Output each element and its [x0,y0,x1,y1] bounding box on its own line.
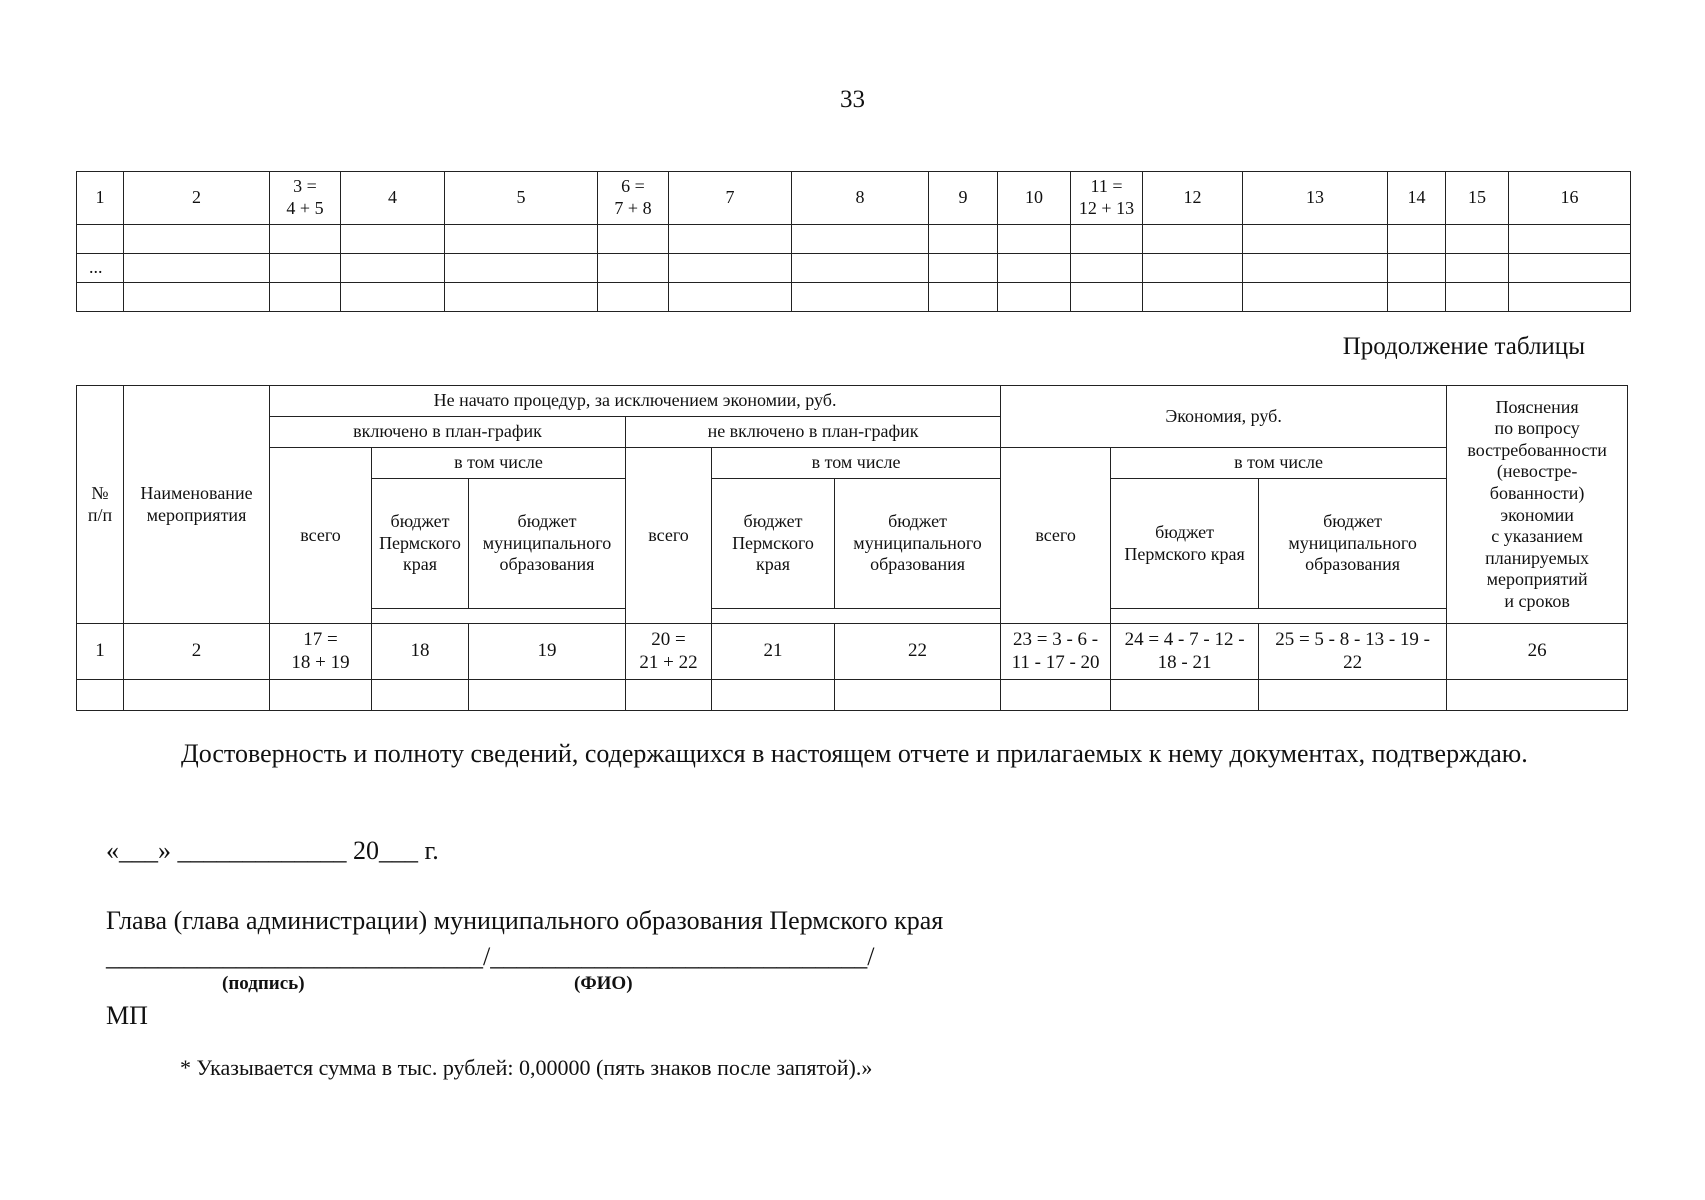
header-including: в том числе [712,448,1001,479]
header-total: всего [626,448,712,624]
header-budget-municipal: бюджет муниципального образования [835,479,1001,609]
table-part-two [76,385,1628,711]
column-number-cell: 20 = 21 + 22 [626,624,712,680]
page-number: 33 [840,86,865,113]
fio-caption: (ФИО) [574,973,633,994]
column-number-cell: 26 [1447,624,1628,680]
header-total: всего [1001,448,1111,624]
column-number-cell: 17 = 18 + 19 [270,624,372,680]
header-not-included-in-schedule: не включено в план-график [626,417,1001,448]
ellipsis-cell: ... [77,254,124,283]
column-number-cell: 24 = 4 - 7 - 12 - 18 - 21 [1111,624,1259,680]
column-number-cell: 14 [1388,172,1446,225]
table-row [77,680,1628,711]
header-event-name: Наименование мероприятия [124,386,270,624]
column-number-cell: 7 [669,172,792,225]
column-number-row [77,172,1631,225]
seal-place-label: МП [106,1001,148,1030]
header-row-number: № п/п [77,386,124,624]
column-number-cell: 12 [1143,172,1243,225]
header-including: в том числе [372,448,626,479]
header-budget-municipal: бюджет муниципального образования [469,479,626,609]
header-not-started: Не начато процедур, за исключением экономии, руб. [270,386,1001,417]
signature-caption: (подпись) [222,973,305,994]
table-row [77,225,1631,254]
column-number-cell: 25 = 5 - 8 - 13 - 19 - 22 [1259,624,1447,680]
column-number-cell: 4 [341,172,445,225]
table-part-one [76,171,1631,312]
column-number-cell: 9 [929,172,998,225]
column-number-cell: 1 [77,624,124,680]
column-number-cell: 8 [792,172,929,225]
header-explanation: Пояснения по вопросу востребованности (невостре- бованности) экономии с указанием планируемых мероприятий и сроков [1447,386,1628,624]
head-title: Глава (глава администрации) муниципального образования Пермского края [106,906,944,935]
column-number-cell: 2 [124,624,270,680]
column-number-cell: 15 [1446,172,1509,225]
certification-text: Достоверность и полноту сведений, содержащихся в настоящем отчете и прилагаемых к нему документах, подтверждаю. [181,739,1528,768]
column-number-cell: 16 [1509,172,1631,225]
table-row [77,283,1631,312]
header-total: всего [270,448,372,624]
column-number-cell: 3 = 4 + 5 [270,172,341,225]
column-number-cell: 2 [124,172,270,225]
header-including: в том числе [1111,448,1447,479]
column-number-cell: 1 [77,172,124,225]
table-continuation-label: Продолжение таблицы [1342,333,1585,360]
header-economy: Экономия, руб. [1001,386,1447,448]
date-line: «___» _____________ 20___ г. [106,836,439,865]
column-number-cell: 22 [835,624,1001,680]
header-budget-municipal: бюджет муниципального образования [1259,479,1447,609]
column-number-cell: 21 [712,624,835,680]
column-number-cell: 19 [469,624,626,680]
column-number-cell: 5 [445,172,598,225]
column-number-cell: 18 [372,624,469,680]
column-number-cell: 11 = 12 + 13 [1071,172,1143,225]
column-number-row [77,624,1628,680]
header-budget-perm: бюджет Пермского края [372,479,469,609]
table-row [77,254,1631,283]
column-number-cell: 10 [998,172,1071,225]
signature-line: _____________________________/_____________________________/ [106,942,875,971]
footnote: * Указывается сумма в тыс. рублей: 0,00000 (пять знаков после запятой).» [180,1055,873,1080]
header-budget-perm: бюджет Пермского края [1111,479,1259,609]
header-budget-perm: бюджет Пермского края [712,479,835,609]
column-number-cell: 13 [1243,172,1388,225]
column-number-cell: 6 = 7 + 8 [598,172,669,225]
column-number-cell: 23 = 3 - 6 - 11 - 17 - 20 [1001,624,1111,680]
header-included-in-schedule: включено в план-график [270,417,626,448]
